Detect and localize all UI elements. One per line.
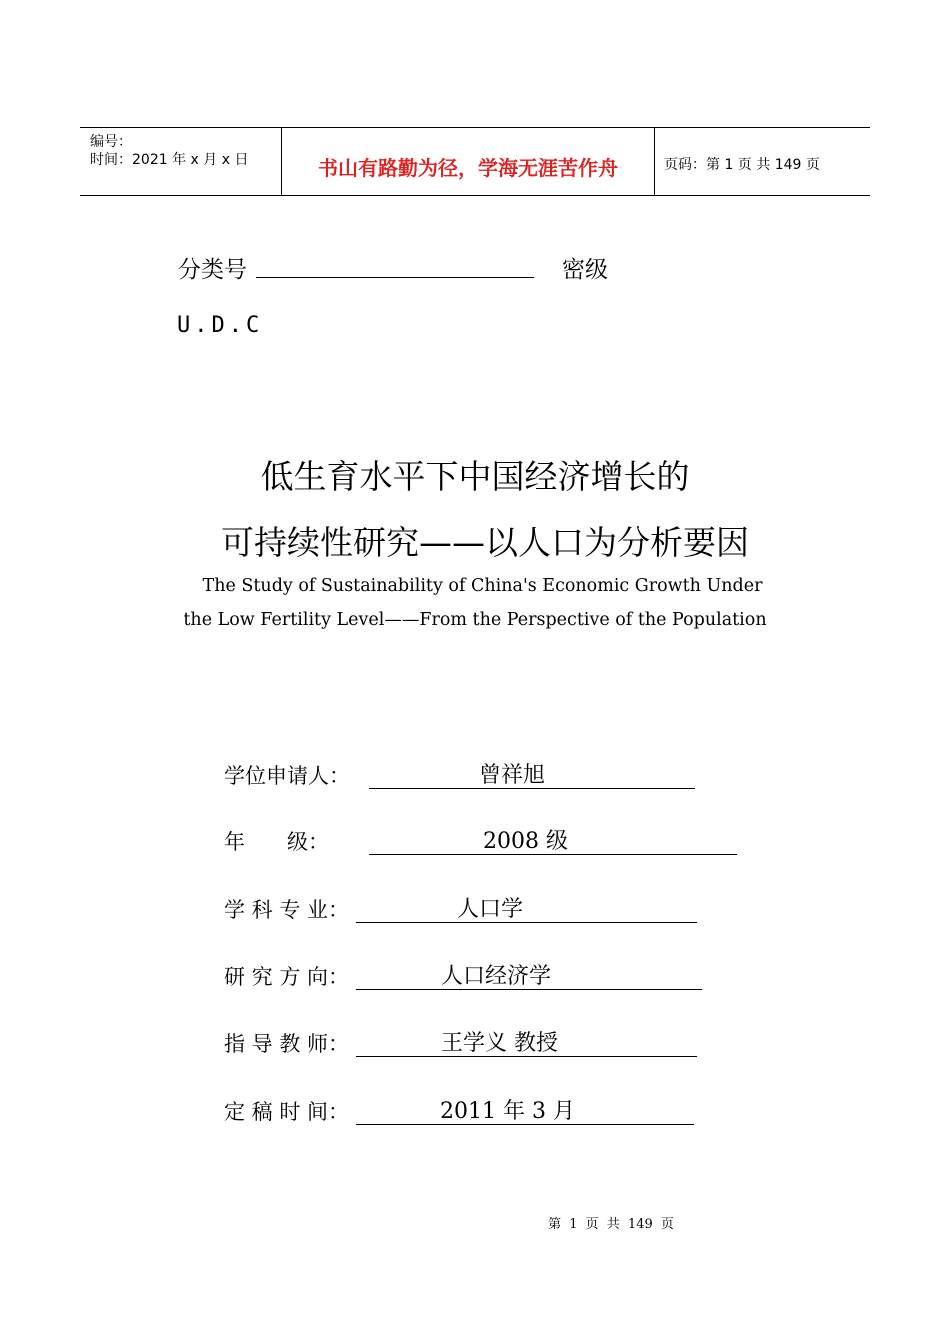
header-motto: 书山有路勤为径，学海无涯苦作舟 xyxy=(318,156,618,180)
udc-label: U.D.C xyxy=(177,313,264,338)
major-label: 学 科 专 业： xyxy=(224,898,350,922)
major-underline xyxy=(356,922,697,923)
chinese-title-line-2: 可持续性研究——以人口为分析要因 xyxy=(221,523,749,562)
classification-underline xyxy=(256,277,534,278)
header-page-number: 页码：第 1 页 共 149 页 xyxy=(664,157,820,173)
advisor-label: 指 导 教 师： xyxy=(224,1032,350,1056)
info-row-major xyxy=(0,894,950,934)
grade-value: 2008 级 xyxy=(483,829,568,854)
header-table xyxy=(80,127,870,196)
applicant-label: 学位申请人： xyxy=(224,764,350,788)
grade-label: 年 级： xyxy=(224,830,329,854)
info-row-research-direction xyxy=(0,961,950,1001)
info-row-advisor xyxy=(0,1028,950,1068)
document-time-label: 时间：2021 年 x 月 x 日 xyxy=(90,152,249,168)
footer-page-number: 第 1 页 共 149 页 xyxy=(548,1217,674,1232)
chinese-title-line-1: 低生育水平下中国经济增长的 xyxy=(260,457,690,496)
major-value: 人口学 xyxy=(457,897,524,922)
finalized-date-label: 定 稿 时 间： xyxy=(224,1100,350,1124)
research-direction-label: 研 究 方 向： xyxy=(224,965,350,989)
header-left-cell xyxy=(80,128,282,195)
header-middle-cell xyxy=(282,128,655,195)
classification-label: 分类号 xyxy=(178,257,247,283)
info-row-finalized-date xyxy=(0,1096,950,1136)
secret-level-label: 密级 xyxy=(562,257,608,283)
info-row-applicant xyxy=(0,760,950,800)
header-right-cell xyxy=(655,128,870,195)
applicant-value: 曾祥旭 xyxy=(479,763,546,788)
english-title-line-2: the Low Fertility Level——From the Perspective of the Population xyxy=(183,610,767,630)
info-row-grade xyxy=(0,826,950,866)
research-direction-value: 人口经济学 xyxy=(441,964,552,989)
finalized-date-value: 2011 年 3 月 xyxy=(440,1099,575,1124)
english-title-line-1: The Study of Sustainability of China's Economic Growth Under xyxy=(202,576,763,596)
advisor-value: 王学义 教授 xyxy=(441,1031,558,1056)
document-number-label: 编号： xyxy=(90,134,132,150)
